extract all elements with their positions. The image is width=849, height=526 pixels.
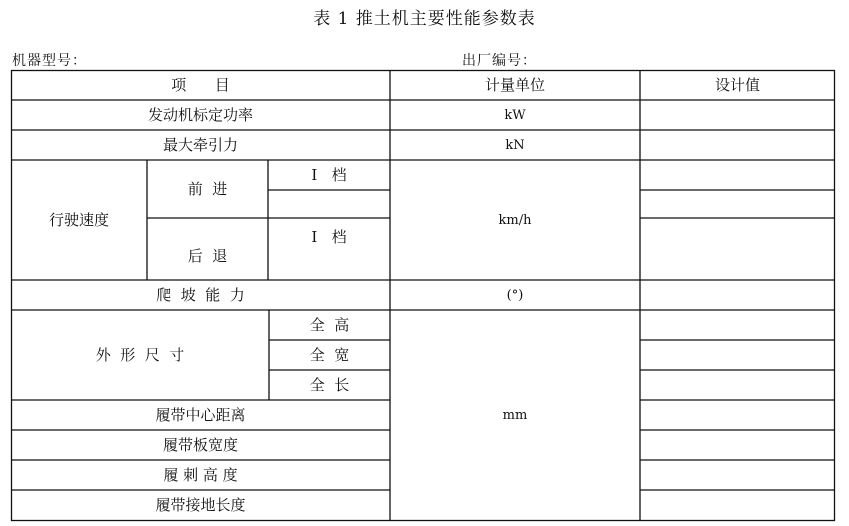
track-shoe-width-label: 履带板宽度 [162, 435, 238, 454]
travel-speed-unit: km/h [498, 212, 532, 228]
track-ground-length-label: 履带接地长度 [155, 496, 246, 514]
reverse-gear-1-label: I 档 [311, 228, 347, 246]
header-unit: 计量单位 [484, 75, 545, 94]
grouser-height-label: 履 刺 高 度 [163, 465, 238, 484]
climbing-unit: (°) [506, 287, 524, 303]
dimensions-label: 外 形 尺 寸 [95, 345, 185, 364]
model-label: 机器型号： [12, 53, 87, 69]
max-traction-unit: kN [505, 137, 525, 153]
serial-label: 出厂编号： [462, 53, 537, 69]
overall-length-label: 全 长 [309, 375, 350, 394]
header-design-value: 设计值 [714, 75, 760, 94]
rated-power-label: 发动机标定功率 [147, 105, 253, 124]
climbing-label: 爬 坡 能 力 [156, 285, 245, 304]
forward-label: 前 进 [187, 179, 228, 198]
header-item: 项 目 [171, 75, 230, 94]
length-unit: mm [502, 408, 528, 423]
climbing-value[interactable] [640, 280, 835, 310]
max-traction-label: 最大牵引力 [162, 135, 238, 154]
overall-height-label: 全 高 [309, 315, 350, 334]
rated-power-value[interactable] [640, 100, 835, 130]
forward-gear-1-label: I 档 [311, 165, 347, 184]
parameter-table [11, 70, 835, 521]
max-traction-value[interactable] [640, 130, 835, 160]
travel-speed-label: 行驶速度 [48, 210, 109, 229]
table-title: 表 1 推土机主要性能参数表 [313, 9, 536, 29]
track-center-distance-label: 履带中心距离 [155, 405, 246, 424]
rated-power-unit: kW [504, 107, 526, 123]
reverse-label: 后 退 [187, 246, 228, 265]
overall-width-label: 全 宽 [309, 345, 350, 364]
